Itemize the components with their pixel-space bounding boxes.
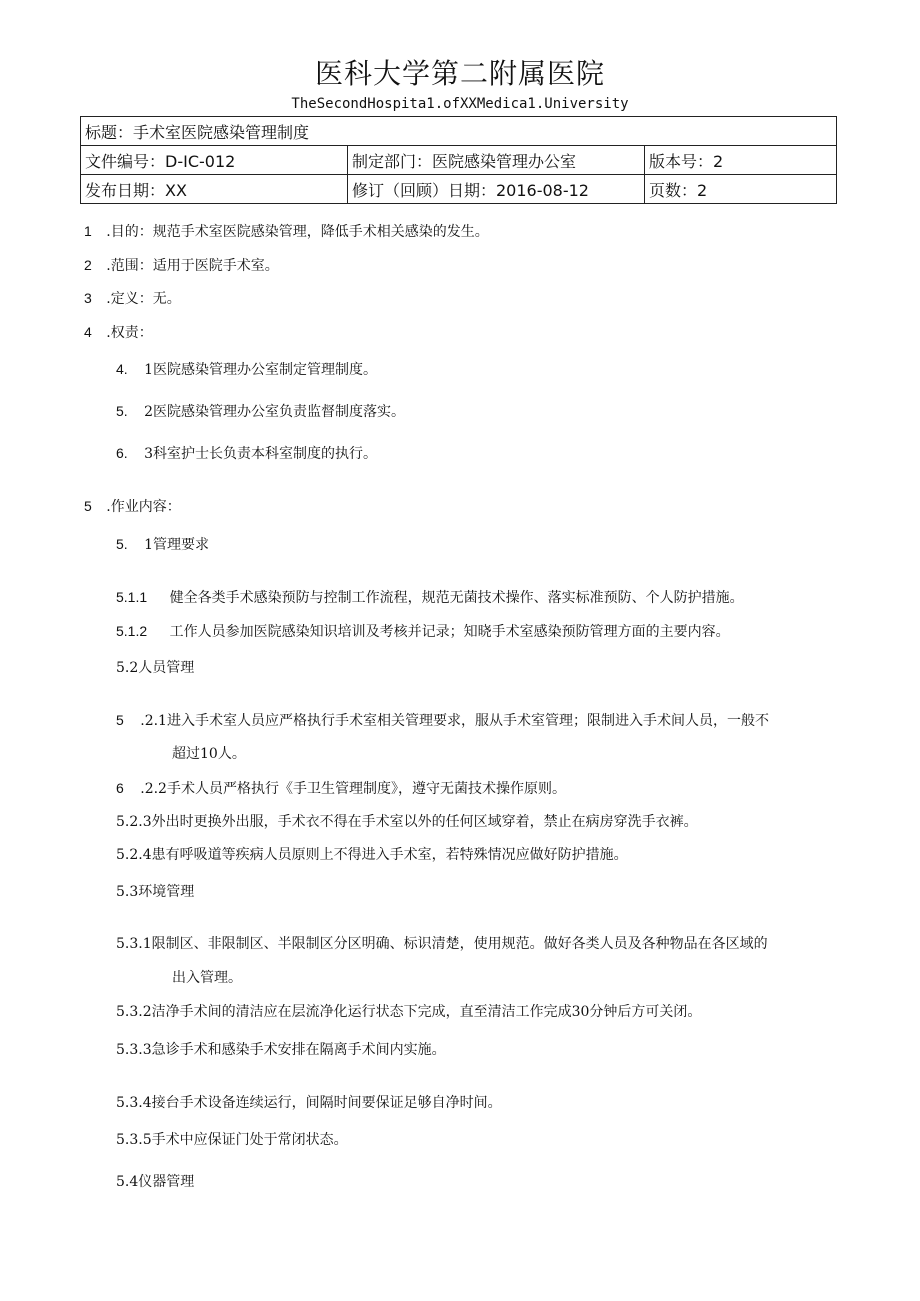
clause-number: 5: [116, 712, 124, 728]
header-row-title: [81, 117, 837, 146]
section-text: .作业内容：: [106, 499, 181, 515]
clause-5-3-5: 5.3.5手术中应保证门处于常闭状态。: [116, 1132, 348, 1148]
clause-number: 5.1.2: [116, 623, 148, 639]
clause-text: .2.2手术人员严格执行《手卫生管理制度》，遵守无菌技术操作原则。: [140, 781, 566, 797]
clause-number: 5.1.1: [116, 589, 148, 605]
subsection-text: 5.2人员管理: [116, 660, 195, 676]
clause-5-2-1: [116, 710, 769, 731]
clause-text: 健全各类手术感染预防与控制工作流程，规范无菌技术操作、落实标准预防、个人防护措施。: [169, 590, 744, 606]
department-cell: 制定部门：医院感染管理办公室: [348, 146, 645, 175]
item-text: 1管理要求: [144, 537, 210, 553]
item-number: 6.: [116, 445, 128, 461]
section-number: 3: [84, 290, 92, 306]
item-number: 5.: [116, 403, 128, 419]
clause-5-3-3: 5.3.3急诊手术和感染手术安排在隔离手术间内实施。: [116, 1042, 446, 1058]
subsection-equipment: 5.4仪器管理: [116, 1174, 195, 1190]
subsection-environment: 5.3环境管理: [116, 884, 195, 900]
clause-5-3-2: 5.3.2洁净手术间的清洁应在层流净化运行状态下完成，直至清洁工作完成30分钟后方可关闭。: [116, 1004, 702, 1020]
header-row-info: [81, 146, 837, 175]
clause-text: .2.1进入手术室人员应严格执行手术室相关管理要求，服从手术室管理；限制进入手术间人员，一般不: [140, 713, 769, 729]
section-responsibility: [84, 322, 153, 343]
section-text: .范围：适用于医院手术室。: [106, 258, 279, 274]
clause-5-3-1-continuation: 出入管理。: [172, 970, 242, 986]
section-text: .权责：: [106, 325, 153, 341]
section-text: .定义：无。: [106, 291, 181, 307]
section-work-content: [84, 496, 181, 517]
doc-number-cell: 文件编号：D-IC-012: [81, 146, 348, 175]
issue-date-cell: 发布日期：XX: [81, 175, 348, 204]
clause-5-2-3: 5.2.3外出时更换外出服，手术衣不得在手术室以外的任何区域穿着，禁止在病房穿洗手衣裤。: [116, 814, 698, 830]
clause-number: 6: [116, 780, 124, 796]
section-text: .目的：规范手术室医院感染管理，降低手术相关感染的发生。: [106, 224, 489, 240]
section-number: 2: [84, 257, 92, 273]
pages-cell: 页数：2: [645, 175, 837, 204]
section-number: 1: [84, 223, 92, 239]
hospital-subtitle: TheSecondHospita1.ofXXMedica1.University: [291, 96, 629, 112]
item-number: 5.: [116, 536, 128, 552]
section-purpose: [84, 221, 489, 242]
item-text: 1医院感染管理办公室制定管理制度。: [144, 362, 378, 378]
clause-5-3-4: 5.3.4接台手术设备连续运行，间隔时间要保证足够自净时间。: [116, 1095, 502, 1111]
section-number: 5: [84, 498, 92, 514]
revision-date-cell: 修订（回顾）日期：2016-08-12: [348, 175, 645, 204]
item-number: 4.: [116, 361, 128, 377]
section-definition: [84, 288, 181, 309]
clause-5-2-4: 5.2.4患有呼吸道等疾病人员原则上不得进入手术室，若特殊情况应做好防护措施。: [116, 847, 628, 863]
responsibility-item-2: [116, 401, 405, 422]
clause-5-2-1-continuation: 超过10人。: [172, 746, 246, 762]
document-header-table: [80, 116, 837, 204]
section-scope: [84, 255, 279, 276]
hospital-title: 医科大学第二附属医院: [314, 57, 605, 90]
clause-5-1-1: [116, 587, 744, 608]
responsibility-item-1: [116, 359, 377, 380]
clause-5-3-1: 5.3.1限制区、非限制区、半限制区分区明确、标识清楚，使用规范。做好各类人员及各种物品在各区域的: [116, 936, 768, 952]
version-cell: 版本号：2: [645, 146, 837, 175]
clause-text: 工作人员参加医院感染知识培训及考核并记录；知晓手术室感染预防管理方面的主要内容。: [169, 624, 730, 640]
subsection-personnel: [116, 658, 194, 678]
clause-5-1-2: [116, 621, 730, 642]
responsibility-item-3: [116, 443, 377, 464]
item-text: 3科室护士长负责本科室制度的执行。: [144, 446, 378, 462]
item-text: 2医院感染管理办公室负责监督制度落实。: [144, 404, 406, 420]
doc-title-cell: 标题：手术室医院感染管理制度: [81, 117, 837, 146]
clause-5-2-2: [116, 778, 566, 799]
header-row-dates: [81, 175, 837, 204]
subsection-management-requirements: [116, 534, 209, 555]
section-number: 4: [84, 324, 92, 340]
